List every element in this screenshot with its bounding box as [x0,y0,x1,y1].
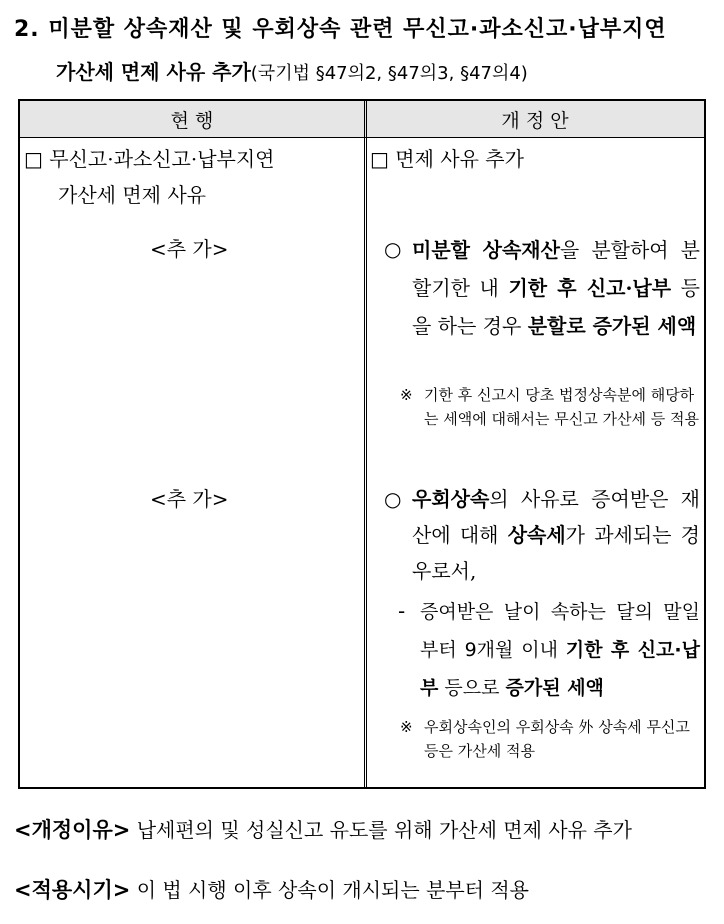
bullet-icon: ○ [384,237,402,261]
current-add-1: <추 가> [150,237,229,261]
revised-note-1: 기한 후 신고시 당초 법정상속분에 해당하는 세액에 대해서는 무신고 가산세 등 적용 [424,386,699,428]
emph-text: 분할로 증가된 세액 [527,314,697,338]
subtitle-main: 가산세 면제 사유 추가 [56,60,251,84]
revised-note-2: 우회상속인의 우회상속 外 상속세 무신고 등은 가산세 적용 [424,718,690,760]
reason-text: 납세편의 및 성실신고 유도를 위해 가산세 면제 사유 추가 [136,818,632,842]
body-text: 등을 하는 경우 [412,276,700,338]
current-item-line2: 가산세 면제 사유 [58,183,206,207]
current-item-line1: 무신고·과소신고·납부지연 [49,147,275,171]
effective-line [14,874,529,904]
body-text: 증여받은 날이 속하는 달의 말일부터 9개월 이내 [420,601,700,661]
effective-text: 이 법 시행 이후 상속이 개시되는 분부터 적용 [136,878,529,902]
effective-label: <적용시기> [14,878,131,902]
checkbox-icon: □ [24,147,43,171]
emph-text: 증가된 세액 [505,677,604,699]
note-mark: ※ [400,386,413,404]
section-title: 2. 미분할 상속재산 및 우회상속 관련 무신고·과소신고·납부지연 [14,17,667,42]
dash-mark: - [398,599,406,623]
body-text: 등으로 [438,677,506,699]
revised-paragraph-1 [412,231,700,345]
header-current: 현 행 [170,110,214,132]
revised-item [370,141,524,177]
revised-item-label: 면제 사유 추가 [395,147,524,171]
column-divider [364,101,367,787]
comparison-table [18,99,706,789]
revised-paragraph-3 [420,593,700,707]
reason-line [14,814,632,844]
checkbox-icon: □ [370,147,389,171]
emph-text: 상속세 [507,523,566,547]
bullet-icon: ○ [384,487,402,511]
emph-text: 기한 후 신고·납부 [508,276,672,300]
section-subtitle [56,56,528,85]
current-item [24,141,360,213]
emph-text: 기한 후 신고·납부 [420,639,700,699]
law-reference: (국기법 §47의2, §47의3, §47의4) [250,63,528,84]
reason-label: <개정이유> [14,818,131,842]
body-text: 가 과세되는 경우로서, [412,523,701,583]
note-mark: ※ [400,718,413,736]
revised-paragraph-2 [412,481,700,589]
body-text: 의 사유로 증여받은 재산에 대해 [412,487,700,547]
current-add-2: <추 가> [150,487,229,511]
emph-text: 우회상속 [412,487,490,511]
header-revised: 개 정 안 [501,110,569,132]
body-text: 을 분할하여 분할기한 내 [412,238,700,300]
emph-text: 미분할 상속재산 [412,238,560,262]
